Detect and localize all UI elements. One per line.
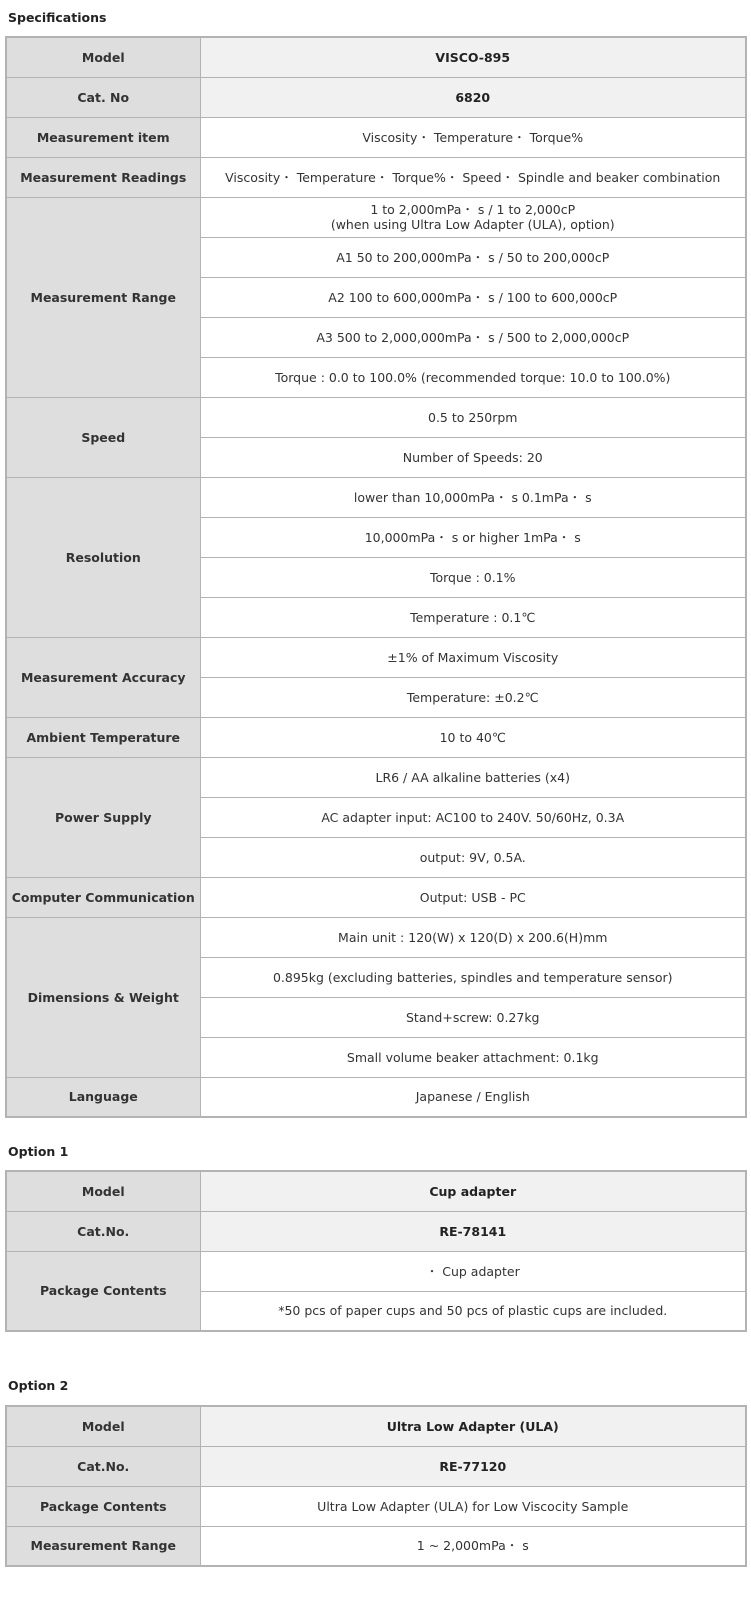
row-value: Japanese / English — [200, 1077, 746, 1117]
specifications-table — [5, 36, 747, 1118]
table-row — [6, 77, 746, 117]
table-row — [6, 637, 746, 677]
row-label-speed: Speed — [6, 397, 200, 477]
table-row — [6, 397, 746, 437]
row-label-model: Model — [6, 1171, 200, 1211]
row-label-measurement-readings: Measurement Readings — [6, 157, 200, 197]
table-row — [6, 877, 746, 917]
row-value: Temperature: ±0.2℃ — [200, 677, 746, 717]
row-value: 6820 — [200, 77, 746, 117]
row-value: 10,000mPa・ s or higher 1mPa・ s — [200, 517, 746, 557]
table-row — [6, 157, 746, 197]
option1-table — [5, 1170, 747, 1332]
row-label-measurement-range: Measurement Range — [6, 197, 200, 397]
row-value: Cup adapter — [200, 1171, 746, 1211]
row-value: Torque : 0.1% — [200, 557, 746, 597]
table-row — [6, 1486, 746, 1526]
row-label-measurement-range: Measurement Range — [6, 1526, 200, 1566]
option2-title: Option 2 — [8, 1378, 69, 1393]
row-value: Output: USB - PC — [200, 877, 746, 917]
option1-title: Option 1 — [8, 1144, 69, 1159]
row-label-measurement-item: Measurement item — [6, 117, 200, 157]
table-row — [6, 1446, 746, 1486]
row-value: 0.5 to 250rpm — [200, 397, 746, 437]
row-label-model: Model — [6, 1406, 200, 1446]
row-value: Number of Speeds: 20 — [200, 437, 746, 477]
option2-section — [5, 1405, 747, 1567]
row-value: A3 500 to 2,000,000mPa・ s / 500 to 2,000,000cP — [200, 317, 746, 357]
table-row — [6, 1171, 746, 1211]
row-label-language: Language — [6, 1077, 200, 1117]
row-label-cat-no: Cat.No. — [6, 1211, 200, 1251]
row-value: VISCO-895 — [200, 37, 746, 77]
table-row — [6, 477, 746, 517]
row-value: ・ Cup adapter — [200, 1251, 746, 1291]
row-value: 10 to 40℃ — [200, 717, 746, 757]
row-label-cat-no: Cat.No. — [6, 1446, 200, 1486]
table-row — [6, 1211, 746, 1251]
row-label-dimensions-weight: Dimensions & Weight — [6, 917, 200, 1077]
table-row — [6, 117, 746, 157]
row-value: Small volume beaker attachment: 0.1kg — [200, 1037, 746, 1077]
row-value: 0.895kg (excluding batteries, spindles and temperature sensor) — [200, 957, 746, 997]
row-value: output: 9V, 0.5A. — [200, 837, 746, 877]
row-label-resolution: Resolution — [6, 477, 200, 637]
table-row — [6, 717, 746, 757]
row-value: A1 50 to 200,000mPa・ s / 50 to 200,000cP — [200, 237, 746, 277]
row-label-power-supply: Power Supply — [6, 757, 200, 877]
row-value: RE-77120 — [200, 1446, 746, 1486]
row-value: Torque : 0.0 to 100.0% (recommended torque: 10.0 to 100.0%) — [200, 357, 746, 397]
row-value: Main unit : 120(W) x 120(D) x 200.6(H)mm — [200, 917, 746, 957]
specifications-title: Specifications — [8, 10, 107, 25]
table-row — [6, 1251, 746, 1291]
row-label-package-contents: Package Contents — [6, 1486, 200, 1526]
row-value: Ultra Low Adapter (ULA) — [200, 1406, 746, 1446]
row-label-computer-communication: Computer Communication — [6, 877, 200, 917]
table-row — [6, 37, 746, 77]
table-row — [6, 1526, 746, 1566]
row-value: ±1% of Maximum Viscosity — [200, 637, 746, 677]
row-value: 1 ~ 2,000mPa・ s — [200, 1526, 746, 1566]
row-value: Viscosity・ Temperature・ Torque%・ Speed・ Spindle and beaker combination — [200, 157, 746, 197]
row-label-cat-no: Cat. No — [6, 77, 200, 117]
row-value: AC adapter input: AC100 to 240V. 50/60Hz, 0.3A — [200, 797, 746, 837]
table-row — [6, 917, 746, 957]
table-row — [6, 1077, 746, 1117]
row-label-package-contents: Package Contents — [6, 1251, 200, 1331]
row-value: Temperature : 0.1℃ — [200, 597, 746, 637]
row-value: Stand+screw: 0.27kg — [200, 997, 746, 1037]
row-label-ambient-temperature: Ambient Temperature — [6, 717, 200, 757]
option2-table — [5, 1405, 747, 1567]
row-value: lower than 10,000mPa・ s 0.1mPa・ s — [200, 477, 746, 517]
row-label-measurement-accuracy: Measurement Accuracy — [6, 637, 200, 717]
row-label-model: Model — [6, 37, 200, 77]
row-value: LR6 / AA alkaline batteries (x4) — [200, 757, 746, 797]
row-value: *50 pcs of paper cups and 50 pcs of plastic cups are included. — [200, 1291, 746, 1331]
row-value: A2 100 to 600,000mPa・ s / 100 to 600,000cP — [200, 277, 746, 317]
specifications-section — [5, 36, 747, 1118]
row-value: 1 to 2,000mPa・ s / 1 to 2,000cP (when using Ultra Low Adapter (ULA), option) — [200, 197, 746, 237]
row-value: Viscosity・ Temperature・ Torque% — [200, 117, 746, 157]
table-row — [6, 757, 746, 797]
row-value: RE-78141 — [200, 1211, 746, 1251]
table-row — [6, 1406, 746, 1446]
table-row — [6, 197, 746, 237]
row-value: Ultra Low Adapter (ULA) for Low Viscocity Sample — [200, 1486, 746, 1526]
option1-section — [5, 1170, 747, 1332]
